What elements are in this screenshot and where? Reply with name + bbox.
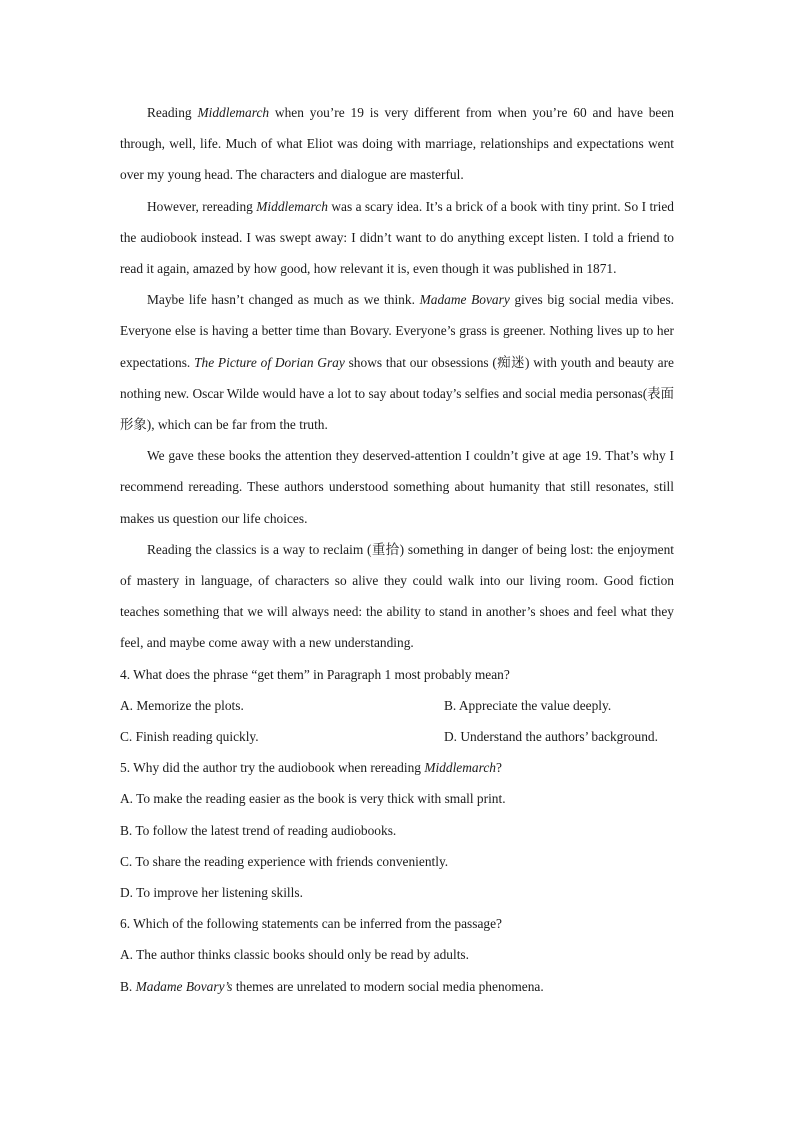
question-5-option-d: D. To improve her listening skills.: [120, 885, 303, 901]
question-5-option-b: B. To follow the latest trend of reading audiobooks.: [120, 822, 397, 838]
book-title-dorian-gray: The Picture of Dorian Gray: [194, 354, 345, 370]
question-5-option-a: A. To make the reading easier as the book is very thick with small print.: [120, 791, 506, 807]
question-6-option-a: A. The author thinks classic books should only be read by adults.: [120, 947, 469, 963]
paragraph-3: Maybe life hasn’t changed as much as we think. Madame Bovary gives big social media vibes. Everyone else is having a better time than Bovary. Everyone’s grass is greener. Nothing lives up to her expectations. The Picture of Dorian Gray shows that our obsessions (痴迷) with youth and beauty are nothing new. Oscar Wilde would have a lot to say about today’s selfies and social media personas(表面形象), which can be far from the truth.: [120, 292, 675, 433]
question-4-option-a: A. Memorize the plots.: [120, 697, 244, 713]
question-4-options-row-2: [120, 721, 674, 752]
paragraph-4: We gave these books the attention they deserved-attention I couldn’t give at age 19. That’s why I recommend rereading. These authors understood something about humanity that still resonates, still makes us question our life choices.: [120, 448, 674, 526]
book-title-madame-bovary: Madame Bovary: [419, 292, 510, 308]
question-5: [120, 752, 674, 908]
question-6-stem: 6. Which of the following statements can be inferred from the passage?: [120, 916, 502, 932]
paragraph-2: However, rereading Middlemarch was a scary idea. It’s a brick of a book with tiny print. So I tried the audiobook instead. I was swept away: I didn’t want to do anything except listen. I told a friend to read it again, amazed by how good, how relevant it is, even though it was published in 1871.: [120, 198, 674, 277]
question-4-option-d: D. Understand the authors’ background.: [444, 729, 658, 745]
question-4-option-c: C. Finish reading quickly.: [120, 729, 259, 745]
question-5-stem: 5. Why did the author try the audiobook when rereading Middlemarch?: [120, 760, 502, 776]
book-title-middlemarch: Middlemarch: [197, 105, 270, 120]
paragraph-5: Reading the classics is a way to reclaim (重拾) something in danger of being lost: the enjoyment of mastery in language, of characters so alive they could walk into our living room. Good fiction teaches something that we will always need: the ability to stand in another’s shoes and feel what they feel, and maybe come away with a new understanding.: [120, 541, 674, 651]
question-4: [120, 659, 674, 753]
question-6: [120, 908, 674, 1002]
question-5-option-c: C. To share the reading experience with friends conveniently.: [120, 853, 449, 869]
question-4-stem: 4. What does the phrase “get them” in Paragraph 1 most probably mean?: [120, 666, 510, 682]
book-title-middlemarch: Middlemarch: [256, 198, 328, 214]
question-4-options-row-1: [120, 690, 674, 721]
paragraph-1: Reading Middlemarch when you’re 19 is very different from when you’re 60 and have been through, well, life. Much of what Eliot was doing with marriage, relationships and expectations went over my young head. The characters and dialogue are masterful.: [120, 105, 674, 183]
question-6-option-b: B. Madame Bovary’s themes are unrelated to modern social media phenomena.: [120, 978, 544, 994]
document-page: [120, 97, 674, 1002]
question-4-option-b: B. Appreciate the value deeply.: [444, 697, 612, 713]
